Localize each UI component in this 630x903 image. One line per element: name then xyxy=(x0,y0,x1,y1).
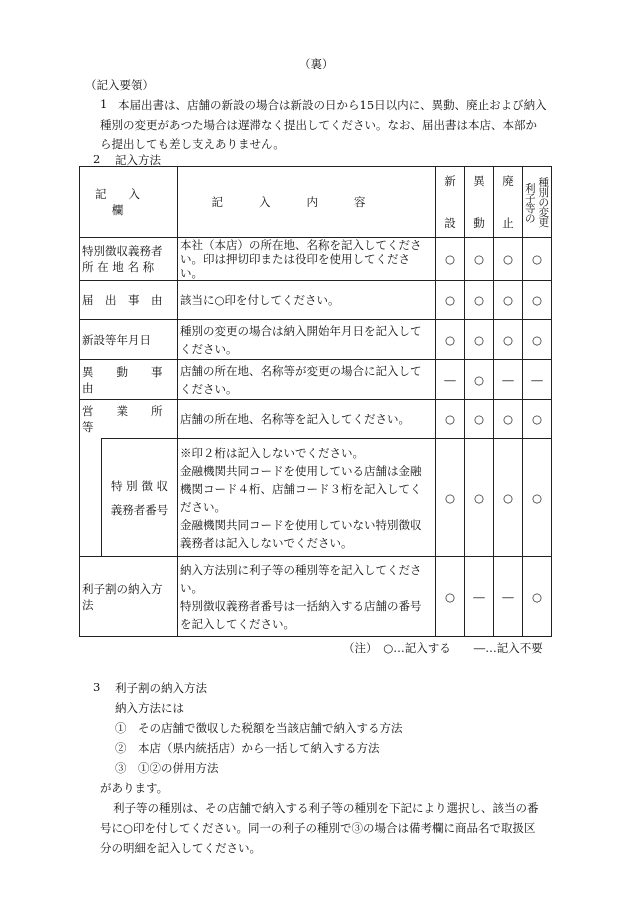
mark-abolish: ○ xyxy=(494,238,523,281)
mark-change: ○ xyxy=(465,320,494,360)
mark-new: ○ xyxy=(436,320,465,360)
mark-abolish: ― xyxy=(494,360,523,400)
row-label: 利子割の納入方 法 xyxy=(80,557,178,637)
header-new: 新 設 xyxy=(436,167,465,238)
header-abolish: 廃 止 xyxy=(494,167,523,238)
row-label: 営 業 所 等 xyxy=(80,400,178,439)
mark-type-change: ○ xyxy=(523,238,552,281)
s3-item-1: ① その店舗で徴収した税額を当該店舗で納入する方法 xyxy=(115,721,403,735)
table-row xyxy=(80,360,552,400)
row-label: 特別徴収義務者 所 在 地 名 称 xyxy=(80,238,178,281)
row-label: 異 動 事 由 xyxy=(80,360,178,400)
s3-para-line3: 分の明細を記入してください。 xyxy=(100,841,261,855)
row-label: 届 出 事 由 xyxy=(80,281,178,320)
header-type-change: 利 子 等 の 種 別 の 変 更 xyxy=(523,167,552,238)
row-content: 種別の変更の場合は納入開始年月日を記入して ください。 xyxy=(178,320,436,360)
header-content: 記入内容 xyxy=(178,167,436,238)
mark-type-change: ○ xyxy=(523,400,552,439)
row-content: 本社（本店）の所在地、名称を記入してくださ い。印は押切印または役印を使用してくださ い。 xyxy=(178,238,436,281)
table-row xyxy=(80,281,552,320)
instruction-table xyxy=(79,166,552,637)
mark-type-change: ○ xyxy=(523,557,552,637)
header-change: 異 動 xyxy=(465,167,494,238)
mark-change: ○ xyxy=(465,439,494,557)
mark-abolish: ○ xyxy=(494,400,523,439)
s3-title: 利子割の納入方法 xyxy=(115,681,207,695)
mark-abolish: ○ xyxy=(494,281,523,320)
table-row xyxy=(80,320,552,360)
s1-number: 1 xyxy=(100,97,108,111)
table-row xyxy=(80,400,552,439)
mark-type-change: ○ xyxy=(523,281,552,320)
row-content: 店舗の所在地、名称等を記入してください。 xyxy=(178,400,436,439)
s1-line2: 種別の変更があつた場合は遅滞なく提出してください。なお、届出書は本店、本部か xyxy=(100,118,537,132)
mark-change: ○ xyxy=(465,238,494,281)
mark-new: ○ xyxy=(436,238,465,281)
mark-type-change: ― xyxy=(523,360,552,400)
mark-new: ○ xyxy=(436,281,465,320)
row-label: 特 別 徴 収 義務者番号 xyxy=(102,439,178,557)
s3-item-3: ③ ①②の併用方法 xyxy=(115,761,219,775)
table-row xyxy=(80,238,552,281)
row-content: 該当に○印を付してください。 xyxy=(178,281,436,320)
header-field: 記入欄 xyxy=(80,167,178,238)
row-content: 納入方法別に利子等の種別等を記入してくださ い。 特別徴収義務者番号は一括納入する店舗の番号 を記入してください。 xyxy=(178,557,436,637)
s1-line1: 本届出書は、店舗の新設の場合は新設の日から15日以内に、異動、廃止および納入 xyxy=(118,98,547,112)
page-side-label: （裏） xyxy=(299,57,334,71)
section-heading: （記入要領） xyxy=(85,78,154,92)
table-row xyxy=(80,557,552,637)
s2-number: 2 xyxy=(93,152,101,166)
mark-abolish: ○ xyxy=(494,439,523,557)
mark-abolish: ― xyxy=(494,557,523,637)
s3-after: があります。 xyxy=(100,781,169,795)
mark-new: ― xyxy=(436,360,465,400)
table-row xyxy=(80,439,552,557)
mark-change: ○ xyxy=(465,400,494,439)
mark-new: ○ xyxy=(436,557,465,637)
row-content: 店舗の所在地、名称等が変更の場合に記入して ください。 xyxy=(178,360,436,400)
row-content: ※印２桁は記入しないでください。 金融機関共同コードを使用している店舗は金融 機関コード４桁、店舗コード３桁を記入してく ださい。 金融機関共同コードを使用していない特別徴収 義務者は記入しないでください。 xyxy=(178,439,436,557)
indent-spacer xyxy=(80,439,102,557)
mark-type-change: ○ xyxy=(523,320,552,360)
s1-line3: ら提出しても差し支えありません。 xyxy=(100,137,285,151)
s3-item-2: ② 本店（県内統括店）から一括して納入する方法 xyxy=(115,741,380,755)
table-note: （注） ○…記入する ―…記入不要 xyxy=(343,641,543,655)
mark-type-change: ○ xyxy=(523,439,552,557)
s3-intro: 納入方法には xyxy=(115,701,184,715)
s3-number: 3 xyxy=(93,680,101,694)
header-row xyxy=(80,167,552,238)
mark-change: ― xyxy=(465,557,494,637)
mark-change: ○ xyxy=(465,360,494,400)
mark-new: ○ xyxy=(436,439,465,557)
mark-abolish: ○ xyxy=(494,320,523,360)
s3-para-line1: 利子等の種別は、その店舗で納入する利子等の種別を下記により選択し、該当の番 xyxy=(113,801,539,815)
s2-title: 記入方法 xyxy=(115,153,161,167)
row-label: 新設等年月日 xyxy=(80,320,178,360)
mark-new: ○ xyxy=(436,400,465,439)
mark-change: ○ xyxy=(465,281,494,320)
s3-para-line2: 号に○印を付してください。同一の利子の種別で③の場合は備考欄に商品名で取扱区 xyxy=(100,821,536,835)
